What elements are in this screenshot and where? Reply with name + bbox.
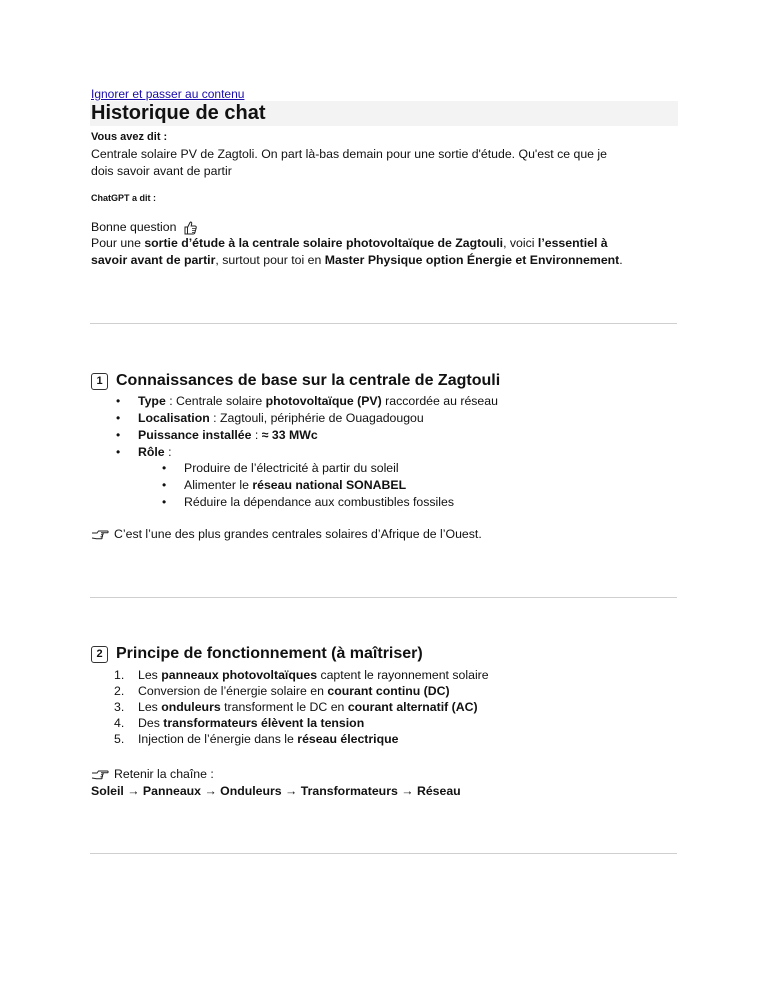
divider	[90, 853, 677, 854]
list-item: • Puissance installée : ≈ 33 MWc	[138, 427, 498, 444]
list-item: 3. Les onduleurs transforment le DC en courant alternatif (AC)	[114, 700, 478, 714]
pointing-hand-icon	[91, 528, 109, 542]
section-2-title: Principe de fonctionnement (à maîtriser)	[116, 645, 423, 662]
greeting-line	[91, 219, 198, 236]
note-text: C’est l’une des plus grandes centrales solaires d’Afrique de l’Ouest.	[114, 527, 482, 541]
greeting-text: Bonne question	[91, 220, 177, 234]
section-1-list	[138, 393, 498, 461]
intro-bold-topic: sortie d’étude à la centrale solaire photovoltaïque de Zagtouli	[144, 236, 504, 250]
pointing-hand-icon	[91, 768, 109, 782]
list-item: 2. Conversion de l’énergie solaire en courant continu (DC)	[114, 684, 450, 698]
intro-bold-essential-cont: savoir avant de partir	[91, 253, 216, 267]
thumbs-up-icon	[182, 220, 198, 236]
assistant-intro	[91, 235, 681, 269]
assistant-label: ChatGPT a dit :	[91, 193, 156, 203]
divider	[90, 597, 677, 598]
user-label: Vous avez dit :	[91, 131, 168, 143]
list-item: • Rôle :	[138, 444, 498, 461]
section-1-title: Connaissances de base sur la centrale de Zagtouli	[116, 372, 501, 389]
energy-chain: Soleil → Panneaux → Onduleurs → Transformateurs → Réseau	[91, 784, 461, 798]
list-item: 5. Injection de l’énergie dans le réseau électrique	[114, 732, 399, 746]
intro-text: , surtout pour toi en	[215, 253, 325, 267]
intro-bold-essential: l’essentiel à	[537, 236, 608, 250]
list-item: 4. Des transformateurs élèvent la tension	[114, 716, 365, 730]
intro-text: Pour une	[91, 236, 145, 250]
section-1-sublist	[184, 460, 454, 511]
intro-text: , voici	[503, 236, 538, 250]
list-item: 1. Les panneaux photovoltaïques captent le rayonnement solaire	[114, 668, 489, 682]
intro-text: .	[619, 253, 623, 267]
list-item: • Type : Centrale solaire photovoltaïque (PV) raccordée au réseau	[138, 393, 498, 410]
list-item: • Alimenter le réseau national SONABEL	[184, 477, 454, 494]
divider	[90, 323, 677, 324]
retain-label: Retenir la chaîne :	[114, 767, 214, 781]
section-1-heading	[91, 371, 500, 391]
list-item: • Produire de l’électricité à partir du soleil	[184, 460, 454, 477]
user-message-line-1: Centrale solaire PV de Zagtoli. On part là-bas demain pour une sortie d'étude. Qu'est ce que je	[91, 147, 607, 161]
intro-bold-master: Master Physique option Énergie et Environnement	[324, 253, 620, 267]
number-1-icon: 1	[91, 373, 108, 390]
section-1-note	[91, 526, 482, 543]
skip-to-content-link[interactable]: Ignorer et passer au contenu	[91, 87, 245, 101]
section-2-steps	[114, 667, 489, 747]
retain-line	[91, 766, 214, 783]
user-message-line-2: dois savoir avant de partir	[91, 164, 232, 178]
number-2-icon: 2	[91, 646, 108, 663]
list-item: • Réduire la dépendance aux combustibles fossiles	[184, 494, 454, 511]
page-title: Historique de chat	[91, 102, 266, 124]
section-2-heading	[91, 644, 423, 664]
list-item: • Localisation : Zagtouli, périphérie de Ouagadougou	[138, 410, 498, 427]
